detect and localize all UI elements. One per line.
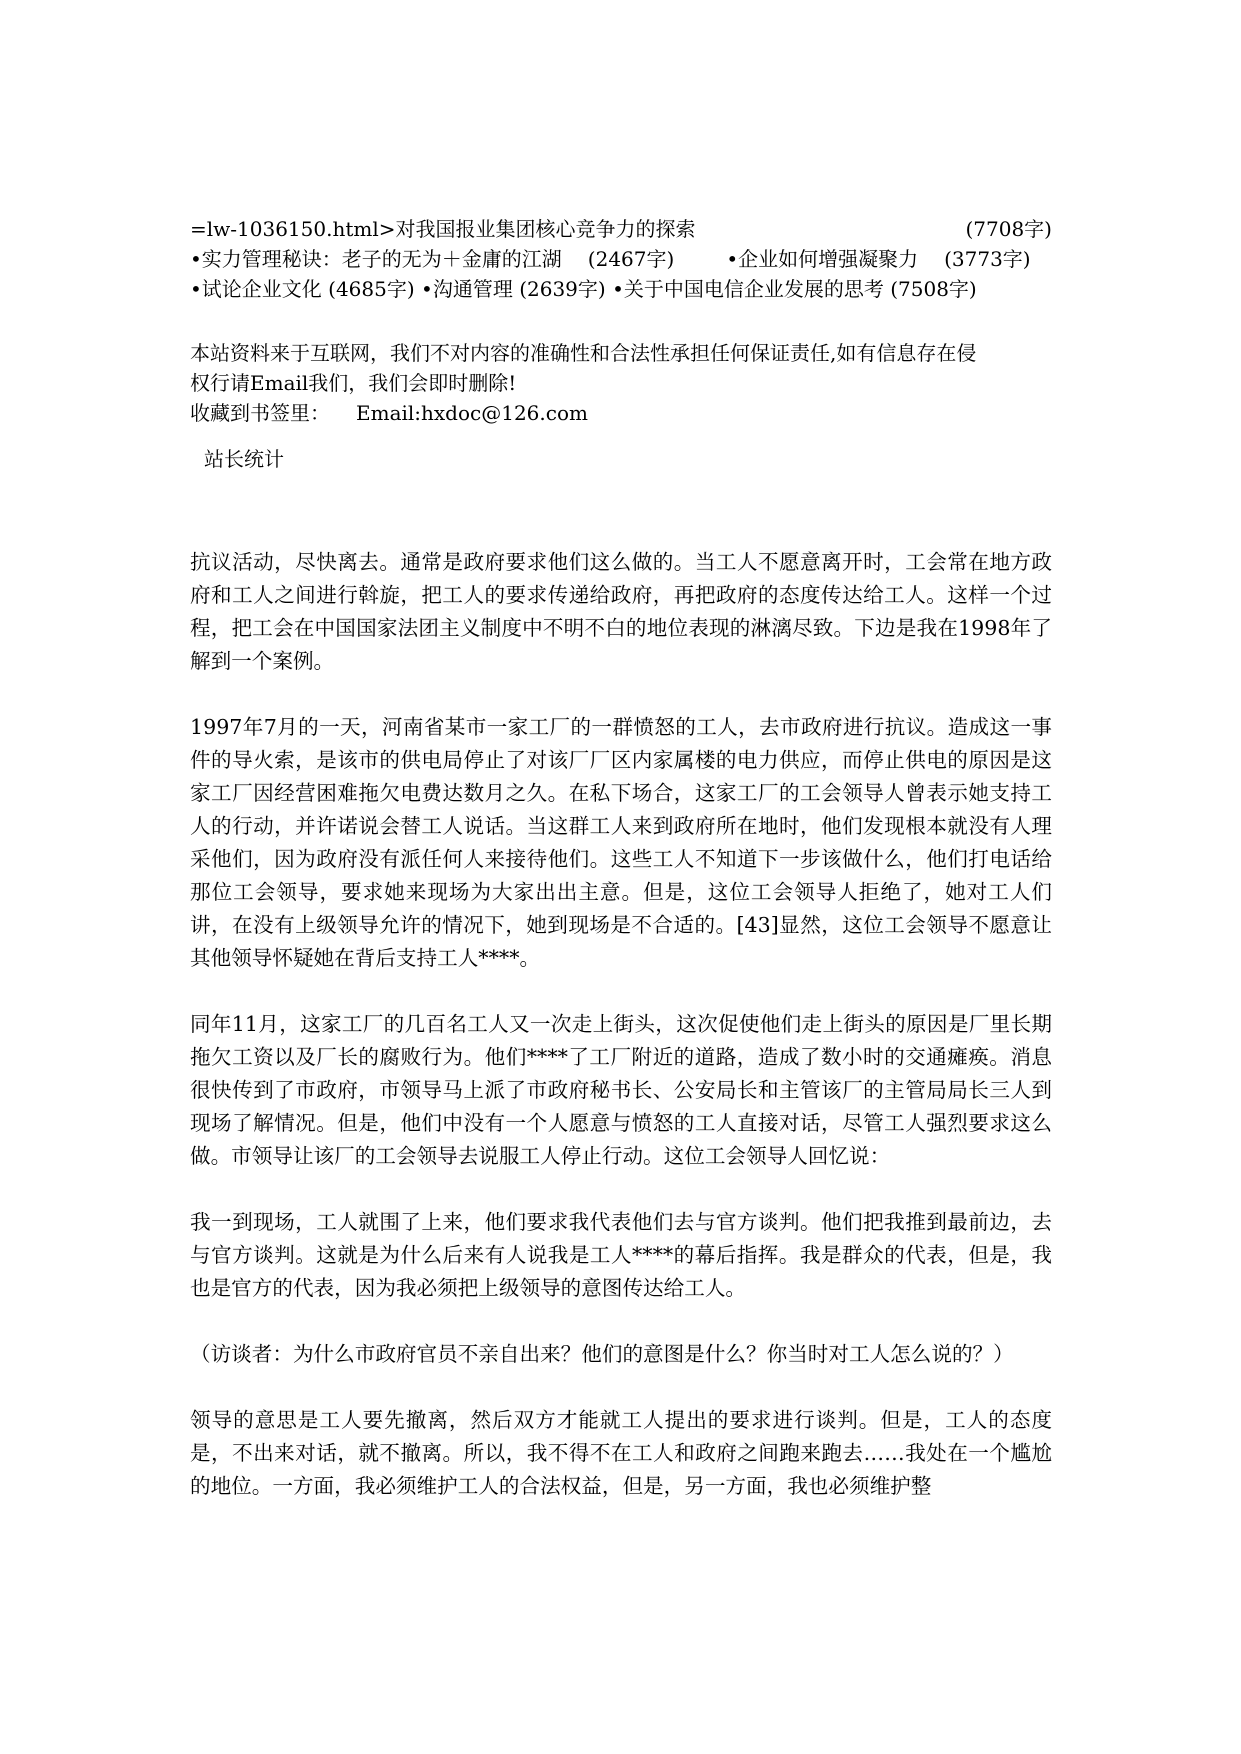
related-row-3 bbox=[190, 274, 1052, 304]
article-paragraph: （访谈者：为什么市政府官员不亲自出来？他们的意图是什么？你当时对工人怎么说的？） bbox=[190, 1342, 1014, 1366]
article-paragraph: 领导的意思是工人要先撤离，然后双方才能就工人提出的要求进行谈判。但是，工人的态度是，不出来对话，就不撤离。所以，我不得不在工人和政府之间跑来跑去……我处在一个尴尬的地位。一方面，我必须维护工人的合法权益，但是，另一方面，我也必须维护整 bbox=[190, 1408, 1052, 1498]
page-content bbox=[190, 214, 1052, 1536]
word-count: (3773字) bbox=[944, 247, 1031, 271]
article-paragraph: 我一到现场，工人就围了上来，他们要求我代表他们去与官方谈判。他们把我推到最前边，去与官方谈判。这就是为什么后来有人说我是工人****的幕后指挥。我是群众的代表，但是，我也是官方的代表，因为我必须把上级领导的意图传达给工人。 bbox=[190, 1210, 1052, 1300]
article-paragraph: 抗议活动，尽快离去。通常是政府要求他们这么做的。当工人不愿意离开时，工会常在地方政府和工人之间进行斡旋，把工人的要求传递给政府，再把政府的态度传达给工人。这样一个过程，把工会在中国国家法团主义制度中不明不白的地位表现的淋漓尽致。下边是我在1998年了解到一个案例。 bbox=[190, 550, 1052, 673]
email-link[interactable]: Email:hxdoc@126.com bbox=[356, 401, 588, 425]
word-count: (7708字) bbox=[965, 217, 1052, 241]
related-link[interactable]: •实力管理秘诀：老子的无为＋金庸的江湖 bbox=[190, 247, 562, 271]
word-count: (4685字) bbox=[328, 277, 415, 301]
disclaimer-line-2: 权行请Email我们，我们会即时删除! bbox=[190, 371, 517, 395]
related-link[interactable]: •沟通管理 bbox=[421, 277, 513, 301]
word-count: (2639字) bbox=[519, 277, 606, 301]
article-body bbox=[190, 546, 1052, 1503]
related-row-1 bbox=[190, 214, 1052, 244]
site-stats[interactable]: 站长统计 bbox=[204, 447, 284, 471]
word-count: (7508字) bbox=[890, 277, 977, 301]
related-link[interactable]: •关于中国电信企业发展的思考 bbox=[612, 277, 884, 301]
related-articles bbox=[190, 214, 1052, 304]
related-row-2 bbox=[190, 244, 1052, 274]
related-link[interactable]: •试论企业文化 bbox=[190, 277, 322, 301]
article-paragraph: 同年11月，这家工厂的几百名工人又一次走上街头，这次促使他们走上街头的原因是厂里长期拖欠工资以及厂长的腐败行为。他们****了工厂附近的道路，造成了数小时的交通瘫痪。消息很快传到了市政府，市领导马上派了市政府秘书长、公安局长和主管该厂的主管局局长三人到现场了解情况。但是，他们中没有一个人愿意与愤怒的工人直接对话，尽管工人强烈要求这么做。市领导让该厂的工会领导去说服工人停止行动。这位工会领导人回忆说： bbox=[190, 1012, 1052, 1168]
disclaimer bbox=[190, 338, 1052, 428]
related-link[interactable]: =lw-1036150.html>对我国报业集团核心竞争力的探索 bbox=[190, 217, 696, 241]
disclaimer-line-1: 本站资料来于互联网，我们不对内容的准确性和合法性承担任何保证责任,如有信息存在侵 bbox=[190, 341, 977, 365]
related-link[interactable]: •企业如何增强凝聚力 bbox=[726, 247, 919, 271]
article-paragraph: 1997年7月的一天，河南省某市一家工厂的一群愤怒的工人，去市政府进行抗议。造成这一事件的导火索，是该市的供电局停止了对该厂厂区内家属楼的电力供应，而停止供电的原因是这家工厂因经营困难拖欠电费达数月之久。在私下场合，这家工厂的工会领导人曾表示她支持工人的行动，并许诺说会替工人说话。当这群工人来到政府所在地时，他们发现根本就没有人理采他们，因为政府没有派任何人来接待他们。这些工人不知道下一步该做什么，他们打电话给那位工会领导，要求她来现场为大家出出主意。但是，这位工会领导人拒绝了，她对工人们讲，在没有上级领导允许的情况下，她到现场是不合适的。[43]显然，这位工会领导不愿意让其他领导怀疑她在背后支持工人****。 bbox=[190, 715, 1052, 970]
word-count: (2467字) bbox=[587, 247, 675, 271]
bookmark-link[interactable]: 收藏到书签里： bbox=[190, 401, 330, 425]
bookmark-row bbox=[190, 398, 1052, 428]
